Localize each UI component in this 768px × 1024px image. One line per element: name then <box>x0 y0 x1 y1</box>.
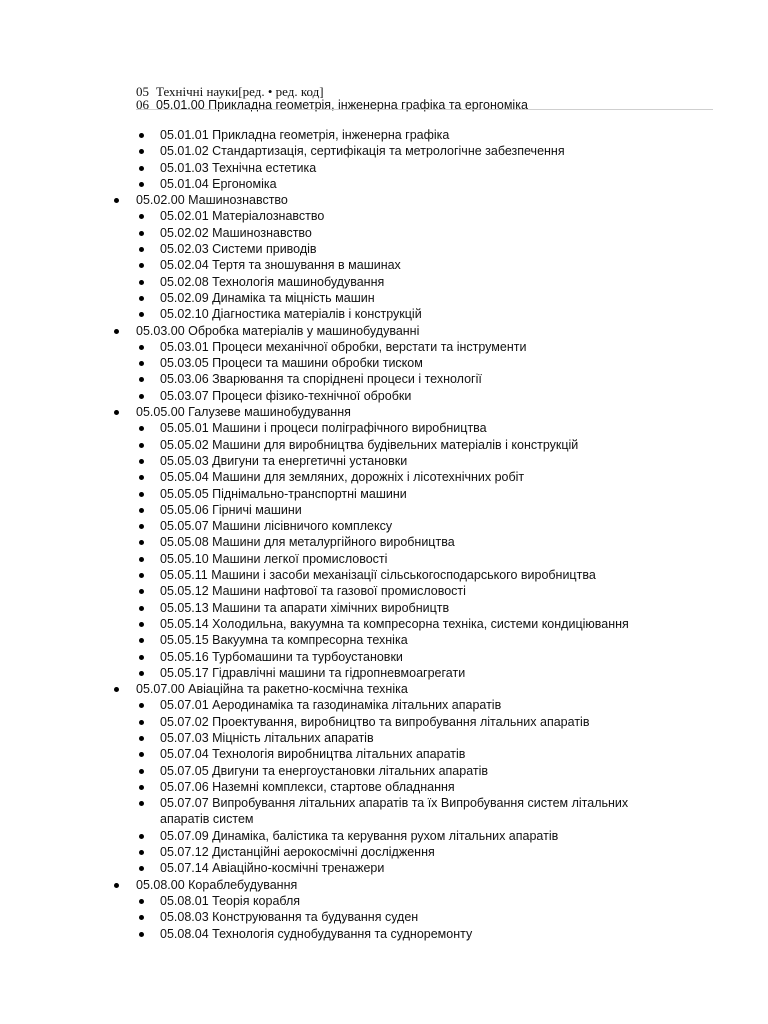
list-item <box>0 860 768 876</box>
list-item-label: 05.07.14 Авіаційно-космічні тренажери <box>160 861 385 876</box>
heading-text: 05.01.00 Прикладна геометрія, інженерна графіка та ергономіка <box>156 98 528 112</box>
bullet-icon <box>139 231 144 236</box>
list-item <box>0 893 768 909</box>
list-item <box>0 274 768 290</box>
bullet-icon <box>114 410 119 415</box>
list-item-label: 05.05.08 Машини для металургійного виробництва <box>160 535 455 550</box>
bullet-icon <box>139 736 144 741</box>
bullet-icon <box>139 899 144 904</box>
list-item-label: 05.05.16 Турбомашини та турбоустановки <box>160 649 403 664</box>
list-item-label: 05.07.06 Наземні комплекси, стартове обладнання <box>160 779 455 794</box>
bullet-icon <box>139 866 144 871</box>
bullet-icon <box>139 557 144 562</box>
bullet-icon <box>114 883 119 888</box>
bullet-icon <box>139 785 144 790</box>
list-item <box>0 616 768 632</box>
bullet-icon <box>139 247 144 252</box>
list-item-label: 05.01.02 Стандартизація, сертифікація та метрологічне забезпечення <box>160 144 565 159</box>
heading-text: Технічні науки[ред. • ред. код] <box>156 84 324 99</box>
bullet-icon <box>114 329 119 334</box>
bullet-icon <box>139 280 144 285</box>
bullet-icon <box>139 915 144 920</box>
list-item <box>0 714 768 730</box>
list-item-label: 05.05.03 Двигуни та енергетичні установки <box>160 453 408 468</box>
list-item <box>0 844 768 860</box>
list-item-group <box>0 877 768 893</box>
list-item <box>0 469 768 485</box>
bullet-icon <box>139 394 144 399</box>
list-item <box>0 290 768 306</box>
bullet-icon <box>114 687 119 692</box>
list-item <box>0 502 768 518</box>
list-item-label: 05.03.00 Обробка матеріалів у машинобудуванні <box>136 323 420 338</box>
list-item <box>0 828 768 844</box>
list-item <box>0 486 768 502</box>
bullet-icon <box>139 834 144 839</box>
list-item <box>0 779 768 795</box>
list-item <box>0 926 768 942</box>
list-item <box>0 763 768 779</box>
list-item-label: 05.02.00 Машинознавство <box>136 193 288 208</box>
list-item-label: 05.07.07 Випробування літальних апаратів та їх Випробування систем літальних апаратів систем <box>160 796 629 827</box>
list-item-label: 05.05.06 Гірничі машини <box>160 502 302 517</box>
bullet-icon <box>139 475 144 480</box>
list-item <box>0 420 768 436</box>
list-item-label: 05.07.05 Двигуни та енергоустановки літальних апаратів <box>160 763 489 778</box>
bullet-icon <box>139 312 144 317</box>
list-item <box>0 551 768 567</box>
list-item <box>0 746 768 762</box>
list-item <box>0 632 768 648</box>
bullet-icon <box>139 377 144 382</box>
list-item-label: 05.07.09 Динаміка, балістика та керування рухом літальних апаратів <box>160 828 559 843</box>
subsection-heading <box>136 97 528 113</box>
list-item <box>0 371 768 387</box>
divider-line <box>136 109 713 110</box>
bullet-icon <box>139 361 144 366</box>
list-item-label: 05.01.04 Ергономіка <box>160 176 277 191</box>
list-item <box>0 649 768 665</box>
bullet-icon <box>139 296 144 301</box>
bullet-icon <box>139 540 144 545</box>
bullet-icon <box>139 769 144 774</box>
list-item <box>0 583 768 599</box>
bullet-icon <box>114 198 119 203</box>
list-item-label: 05.03.05 Процеси та машини обробки тиском <box>160 356 423 371</box>
bullet-icon <box>139 655 144 660</box>
list-item <box>0 697 768 713</box>
list-item-group <box>0 323 768 339</box>
heading-number: 06 <box>136 97 149 112</box>
list-item-label: 05.08.04 Технологія суднобудування та судноремонту <box>160 926 473 941</box>
list-item-label: 05.02.09 Динаміка та міцність машин <box>160 290 375 305</box>
list-item-label: 05.08.01 Теорія корабля <box>160 893 301 908</box>
specialty-list <box>0 127 768 942</box>
bullet-icon <box>139 801 144 806</box>
list-item <box>0 176 768 192</box>
bullet-icon <box>139 638 144 643</box>
bullet-icon <box>139 426 144 431</box>
list-item <box>0 225 768 241</box>
list-item-label: 05.05.07 Машини лісівничого комплексу <box>160 519 393 534</box>
list-item-label: 05.05.17 Гідравлічні машини та гідропневмоагрегати <box>160 665 466 680</box>
bullet-icon <box>139 443 144 448</box>
list-item <box>0 257 768 273</box>
list-item <box>0 160 768 176</box>
list-item-label: 05.02.01 Матеріалознавство <box>160 209 325 224</box>
list-item-label: 05.03.06 Зварювання та споріднені процеси і технології <box>160 372 482 387</box>
heading-number: 05 <box>136 84 149 99</box>
bullet-icon <box>139 720 144 725</box>
bullet-icon <box>139 850 144 855</box>
list-item <box>0 795 768 828</box>
list-item <box>0 208 768 224</box>
list-item-label: 05.05.04 Машини для земляних, дорожніх і лісотехнічних робіт <box>160 470 525 485</box>
list-item-label: 05.07.04 Технологія виробництва літальних апаратів <box>160 747 466 762</box>
list-item <box>0 567 768 583</box>
list-item <box>0 534 768 550</box>
list-item-label: 05.05.13 Машини та апарати хімічних виробництв <box>160 600 450 615</box>
list-item <box>0 730 768 746</box>
bullet-icon <box>139 589 144 594</box>
list-item-group <box>0 681 768 697</box>
list-item-label: 05.05.11 Машини і засоби механізації сільськогосподарського виробництва <box>160 568 596 583</box>
bullet-icon <box>139 622 144 627</box>
list-item <box>0 518 768 534</box>
list-item <box>0 909 768 925</box>
bullet-icon <box>139 492 144 497</box>
list-item-label: 05.01.01 Прикладна геометрія, інженерна графіка <box>160 128 450 142</box>
list-item <box>0 241 768 257</box>
bullet-icon <box>139 214 144 219</box>
list-item <box>0 143 768 159</box>
list-item <box>0 355 768 371</box>
bullet-icon <box>139 133 144 138</box>
list-item-label: 05.08.00 Кораблебудування <box>136 877 298 892</box>
list-item <box>0 665 768 681</box>
list-item-label: 05.05.15 Вакуумна та компресорна техніка <box>160 633 408 648</box>
bullet-icon <box>139 345 144 350</box>
list-item-label: 05.08.03 Конструювання та будування суден <box>160 910 419 925</box>
list-item <box>0 453 768 469</box>
list-item-label: 05.07.03 Міцність літальних апаратів <box>160 730 374 745</box>
list-item-label: 05.07.00 Авіаційна та ракетно-космічна техніка <box>136 682 408 697</box>
bullet-icon <box>139 149 144 154</box>
list-item <box>0 127 768 143</box>
list-item <box>0 437 768 453</box>
list-item-label: 05.03.07 Процеси фізико-технічної обробки <box>160 388 412 403</box>
bullet-icon <box>139 752 144 757</box>
list-item-label: 05.02.10 Діагностика матеріалів і конструкцій <box>160 307 422 322</box>
list-item <box>0 339 768 355</box>
list-item-label: 05.05.02 Машини для виробництва будівельних матеріалів і конструкцій <box>160 437 579 452</box>
list-item-group <box>0 192 768 208</box>
list-item-label: 05.07.12 Дистанційні аерокосмічні дослідження <box>160 845 435 860</box>
list-item-label: 05.07.02 Проектування, виробництво та випробування літальних апаратів <box>160 714 590 729</box>
bullet-icon <box>139 263 144 268</box>
bullet-icon <box>139 166 144 171</box>
list-item-label: 05.07.01 Аеродинаміка та газодинаміка літальних апаратів <box>160 698 502 713</box>
list-item-label: 05.02.02 Машинознавство <box>160 225 312 240</box>
list-item-label: 05.02.08 Технологія машинобудування <box>160 274 385 289</box>
bullet-icon <box>139 524 144 529</box>
list-item-label: 05.01.03 Технічна естетика <box>160 160 317 175</box>
bullet-icon <box>139 508 144 513</box>
list-item-label: 05.05.10 Машини легкої промисловості <box>160 551 388 566</box>
bullet-icon <box>139 932 144 937</box>
list-item-label: 05.05.01 Машини і процеси поліграфічного виробництва <box>160 421 487 436</box>
bullet-icon <box>139 459 144 464</box>
list-item <box>0 306 768 322</box>
list-item-label: 05.02.04 Тертя та зношування в машинах <box>160 258 401 273</box>
list-item-label: 05.05.05 Піднімально-транспортні машини <box>160 486 407 501</box>
list-item <box>0 600 768 616</box>
bullet-icon <box>139 573 144 578</box>
list-item-label: 05.05.12 Машини нафтової та газової промисловості <box>160 584 466 599</box>
list-item <box>0 388 768 404</box>
bullet-icon <box>139 703 144 708</box>
list-item-label: 05.05.14 Холодильна, вакуумна та компресорна техніка, системи кондиціювання <box>160 616 629 631</box>
bullet-icon <box>139 606 144 611</box>
bullet-icon <box>139 182 144 187</box>
list-item-label: 05.02.03 Системи приводів <box>160 242 317 257</box>
bullet-icon <box>139 671 144 676</box>
list-item-label: 05.05.00 Галузеве машинобудування <box>136 405 351 420</box>
list-item-group <box>0 404 768 420</box>
list-item-label: 05.03.01 Процеси механічної обробки, верстати та інструменти <box>160 339 527 354</box>
